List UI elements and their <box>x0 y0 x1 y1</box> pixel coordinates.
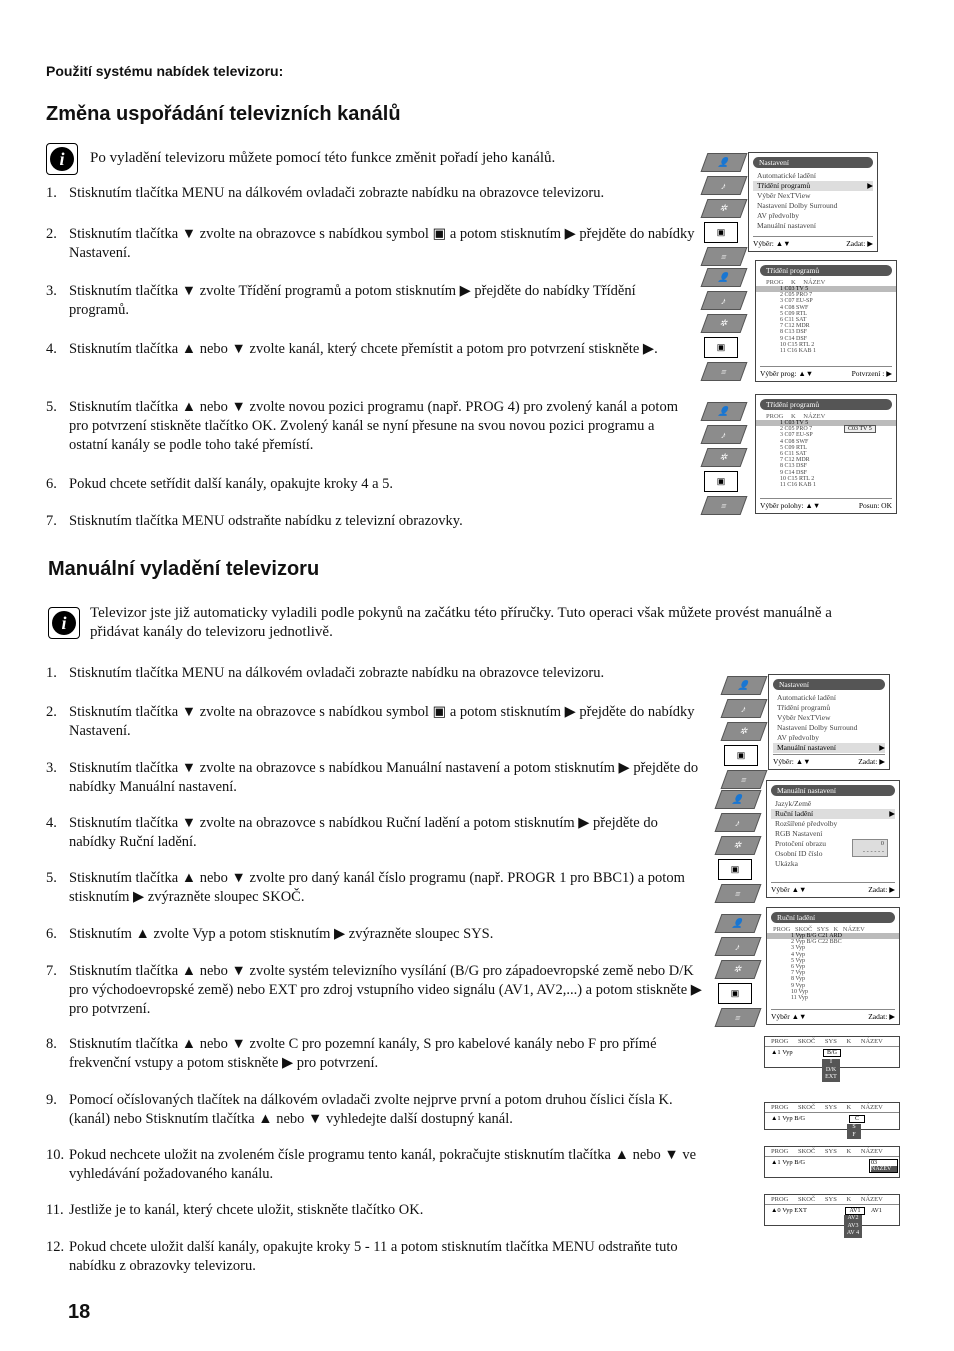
sound-icon: ♪ <box>701 176 748 195</box>
screen-manual <box>766 780 900 898</box>
step-text: Stisknutím tlačítka ▲ nebo ▼ zvolte C pro pozemní kanály, S pro kabelové kanály nebo F pro přímé frekvenční vstupy a potom stiskněte ▶ pro potvrzení. <box>69 1036 657 1071</box>
table-header: PROG SKOČ SYS K NÁZEV <box>765 1195 899 1205</box>
step-number: 4. <box>46 341 57 357</box>
name-value: AV1 <box>871 1208 882 1214</box>
dropdown-list <box>847 1124 861 1139</box>
features-icon: ✲ <box>701 199 748 218</box>
menu-sidebar <box>704 268 744 385</box>
step-item <box>46 814 706 852</box>
step-item <box>46 759 706 797</box>
screen-footer <box>773 754 885 766</box>
list-row: 11 Vyp <box>791 995 808 1002</box>
menu-item: RGB Nastavení <box>775 829 823 838</box>
step-text: Stisknutím tlačítka ▼ zvolte na obrazovce s nabídkou symbol ▣ a potom stisknutím ▶ přejděte do nabídky Nastavení. <box>69 704 695 739</box>
step-item <box>46 340 696 359</box>
step-number: 6. <box>46 476 57 492</box>
sound-icon: ♪ <box>715 937 762 956</box>
menu-item-selected <box>771 809 895 819</box>
teletext-icon: ≡ <box>701 247 748 266</box>
list-row: 5 C09 RTL <box>780 444 807 451</box>
screen-footer <box>760 498 892 510</box>
screen-footer <box>753 236 873 248</box>
step-text: Stisknutím tlačítka ▲ nebo ▼ zvolte novou pozici programu (např. PROG 4) pro zvolený kanál a potom pro potvrzení stiskněte tlačítko OK. Zvolený kanál se nyní přesune na svou novou pozici programu a ostatní kanály se podle toho také přemístí. <box>69 399 678 453</box>
step-number: 3. <box>46 283 57 299</box>
picture-icon: 👤 <box>715 914 762 933</box>
menu-sidebar <box>718 790 758 907</box>
list-row: 4 C08 SWF <box>780 438 809 445</box>
list-row: 8 Vyp <box>791 976 806 983</box>
step-number: 11. <box>46 1202 64 1218</box>
footer-left: Výběr ▲▼ <box>771 1012 807 1021</box>
selected-value: C <box>849 1115 865 1123</box>
menu-item: Nastavení Dolby Surround <box>757 201 838 210</box>
footer-right: Zadat: ▶ <box>858 757 885 766</box>
selected-value: AV1 <box>845 1207 865 1215</box>
step-item <box>46 703 706 741</box>
screen-trideni-move <box>755 394 897 514</box>
list-row: 3 Vyp <box>791 945 806 952</box>
step-number: 7. <box>46 963 57 979</box>
list-row: 6 Vyp <box>791 964 806 971</box>
arrow-right-icon: ▶ <box>889 809 895 818</box>
menu-item: Protočení obrazu <box>775 839 827 848</box>
menu-item-label: Manuální nastavení <box>777 743 836 752</box>
info-icon-2: i <box>48 607 80 639</box>
step-text: Stisknutím tlačítka ▲ nebo ▼ zvolte kanál, který chcete přemístit a potom pro potvrzení stiskněte ▶. <box>69 341 658 357</box>
table-row: ▲1 Vyp B/G <box>771 1115 806 1122</box>
teletext-icon: ≡ <box>701 362 748 381</box>
list-row: 4 C08 SWF <box>780 304 809 311</box>
list-row: 8 C13 DSF <box>780 329 808 336</box>
menu-item: Automatické ladění <box>777 693 836 702</box>
step-number: 2. <box>46 704 57 720</box>
list-row: 11 C16 KAB 1 <box>780 482 816 489</box>
picture-icon: 👤 <box>715 790 762 809</box>
table-header: PROG SKOČ SYS K NÁZEV <box>765 1037 899 1047</box>
step-number: 10. <box>46 1147 65 1163</box>
screen-title: Ruční ladění <box>771 912 895 923</box>
list-row: 3 C07 EU-SP <box>780 298 813 305</box>
list-row: 8 C13 DSF <box>780 463 808 470</box>
step-number: 4. <box>46 815 57 831</box>
table-header: PROG K NÁZEV <box>766 279 826 286</box>
section2-title: Manuální vyladění televizoru <box>48 558 320 580</box>
list-row: 7 C12 MDR <box>780 323 810 330</box>
list-row: 5 C09 RTL <box>780 310 807 317</box>
list-row: 9 C14 DSF <box>780 335 808 342</box>
footer-left: Výběr: ▲▼ <box>773 757 811 766</box>
list-row: 11 C16 KAB 1 <box>780 348 816 355</box>
tuning-row-channel <box>764 1146 900 1178</box>
screen-title: Třídění programů <box>760 399 892 410</box>
list-row: 6 C11 SAT <box>780 317 807 324</box>
table-header: PROG SKOČ SYS K NÁZEV <box>765 1147 899 1157</box>
screen-nastaveni-2 <box>768 674 890 770</box>
step-text: Pomocí očíslovaných tlačítek na dálkovém ovladači zvolte nejprve první a potom druhou číslici čísla K. (kanál) nebo Stisknutím tlačítka ▲ nebo ▼ vyhledejte další dostupný kanál. <box>69 1092 673 1127</box>
page-header: Použití systému nabídek televizoru: <box>46 63 284 79</box>
arrow-right-icon: ▶ <box>879 743 885 752</box>
footer-right: Zadat: ▶ <box>868 885 895 894</box>
menu-item-selected <box>773 743 885 753</box>
step-text: Stisknutím ▲ zvolte Vyp a potom stisknutím ▶ zvýrazněte sloupec SYS. <box>69 926 494 942</box>
tuning-row-ext <box>764 1194 900 1226</box>
menu-item: Rozšířené předvolby <box>775 819 838 828</box>
menu-item: Manuální nastavení <box>757 221 816 230</box>
menu-item: Třídění programů <box>777 703 831 712</box>
list-row: 6 C11 SAT <box>780 451 807 458</box>
sound-icon: ♪ <box>701 425 748 444</box>
footer-left: Výběr ▲▼ <box>771 885 807 894</box>
section2-intro: Televizor jste již automaticky vyladili podle pokynů na začátku této příručky. Tuto operaci však můžete provést manuálně a přidávat kanály do televizoru jednotlivě. <box>90 605 832 640</box>
step-item <box>46 225 696 263</box>
setup-icon: ▣ <box>724 745 758 766</box>
menu-sidebar <box>704 153 744 270</box>
list-row: 1 C03 TV 5 <box>756 420 896 426</box>
menu-item-label: Třídění programů <box>757 181 811 190</box>
step-item <box>46 475 696 494</box>
step-text: Pokud chcete setřídit další kanály, opakujte kroky 4 a 5. <box>69 476 394 492</box>
picture-icon: 👤 <box>701 268 748 287</box>
screen-footer <box>760 366 892 378</box>
step-text: Pokud nechcete uložit na zvoleném čísle programu tento kanál, pokračujte stisknutím tlačítka ▲ nebo ▼ ve vyhledávání požadovaného kanálu. <box>69 1147 697 1182</box>
picture-icon: 👤 <box>701 402 748 421</box>
screen-trideni <box>755 260 897 382</box>
step-text: Stisknutím tlačítka ▲ nebo ▼ zvolte systém televizního vysílání (B/G pro západoevropské země nebo D/K pro východoevropské země) nebo EXT pro zdroj vstupního video signálu (AV1, AV2,...) a potom stiskněte ▶ pro potvrzení. <box>69 963 702 1017</box>
table-row: ▲0 Vyp EXT <box>771 1207 807 1214</box>
section1-intro: Po vyladění televizoru můžete pomocí této funkce změnit pořadí jeho kanálů. <box>90 150 556 166</box>
list-row: 1 C03 TV 5 <box>756 286 896 292</box>
list-row: 2 C05 PRO 7 <box>780 426 813 433</box>
picture-icon: 👤 <box>721 676 768 695</box>
screen-title: Nastavení <box>773 679 885 690</box>
menu-item: Nastavení Dolby Surround <box>777 723 858 732</box>
step-text: Jestliže je to kanál, který chcete uložit, stiskněte tlačítko OK. <box>69 1202 424 1218</box>
list-row: 3 C07 EU-SP <box>780 432 813 439</box>
footer-right: Zadat: ▶ <box>846 239 873 248</box>
step-item <box>46 1238 706 1276</box>
sound-icon: ♪ <box>701 291 748 310</box>
screen-footer <box>771 882 895 894</box>
setup-icon: ▣ <box>704 222 738 243</box>
features-icon: ✲ <box>721 722 768 741</box>
dropdown-option: AV 4 <box>846 1230 860 1236</box>
footer-left: Výběr polohy: ▲▼ <box>760 501 821 510</box>
screen-title: Třídění programů <box>760 265 892 276</box>
table-row: ▲1 Vyp B/G <box>771 1159 806 1166</box>
features-icon: ✲ <box>715 960 762 979</box>
menu-item: Ukázka <box>775 859 798 868</box>
list-row: 10 C15 RTL 2 <box>780 341 815 348</box>
dropdown-option: D/K <box>825 1066 837 1073</box>
step-number: 6. <box>46 926 57 942</box>
tuning-row-k <box>764 1102 900 1130</box>
footer-left: Výběr prog: ▲▼ <box>760 369 814 378</box>
dropdown-option: AV2 <box>847 1215 859 1221</box>
menu-sidebar <box>704 402 744 519</box>
step-number: 8. <box>46 1036 57 1052</box>
menu-item-selected <box>753 181 873 191</box>
screen-title: Nastavení <box>753 157 873 168</box>
tuning-list <box>767 933 899 1001</box>
menu-item: Výběr NexTView <box>757 191 811 200</box>
step-item <box>46 282 696 320</box>
footer-right: Potvrzení : ▶ <box>851 369 892 378</box>
sound-icon: ♪ <box>721 699 768 718</box>
list-row: 7 Vyp <box>791 970 806 977</box>
step-item <box>46 1201 706 1220</box>
footer-left: Výběr: ▲▼ <box>753 239 791 248</box>
step-number: 1. <box>46 185 57 201</box>
page-number: 18 <box>68 1301 91 1323</box>
teletext-icon: ≡ <box>701 496 748 515</box>
dropdown-option: F <box>852 1131 856 1138</box>
teletext-icon: ≡ <box>715 884 762 903</box>
screen-rucni <box>766 907 900 1025</box>
list-row: 9 Vyp <box>791 982 806 989</box>
menu-item: AV předvolby <box>777 733 820 742</box>
menu-item: Osobní ID číslo <box>775 849 823 858</box>
footer-right: Posun: OK <box>858 501 892 510</box>
table-header: PROG SKOČ SYS K NÁZEV <box>773 926 865 933</box>
arrow-right-icon: ▶ <box>867 181 873 190</box>
list-row: 5 Vyp <box>791 957 806 964</box>
menu-item: Jazyk/Země <box>775 799 812 808</box>
step-number: 12. <box>46 1239 65 1255</box>
list-row: 1 Vyp B/G C21 ARD <box>767 933 899 939</box>
moved-channel: C03 TV 5 <box>844 425 876 433</box>
list-row: 7 C12 MDR <box>780 457 810 464</box>
list-row: 2 C05 PRO 7 <box>780 292 813 299</box>
setup-icon: ▣ <box>718 983 752 1004</box>
step-number: 7. <box>46 513 57 529</box>
table-row: ▲1 Vyp <box>771 1049 793 1056</box>
channel-number: 03 <box>871 1160 877 1166</box>
dropdown-list <box>822 1059 840 1082</box>
step-text: Stisknutím tlačítka ▼ zvolte Třídění programů a potom stisknutím ▶ přejděte do nabídky Třídění programů. <box>69 283 636 318</box>
step-item <box>46 925 706 944</box>
step-number: 2. <box>46 226 57 242</box>
list-row: 9 C14 DSF <box>780 469 808 476</box>
list-row: 10 Vyp <box>791 988 809 995</box>
step-text: Pokud chcete uložit další kanály, opakujte kroky 5 - 11 a potom stisknutím tlačítka MENU odstraňte tuto nabídku z obrazovky televizoru. <box>69 1239 678 1274</box>
step-item <box>46 1146 706 1184</box>
table-header: PROG K NÁZEV <box>766 413 826 420</box>
step-number: 1. <box>46 665 57 681</box>
step-item <box>46 512 696 531</box>
section1-title: Změna uspořádání televizních kanálů <box>46 103 401 125</box>
setup-icon: ▣ <box>704 337 738 358</box>
selected-value <box>869 1159 898 1173</box>
menu-item: Výběr NexTView <box>777 713 831 722</box>
step-number: 5. <box>46 870 57 886</box>
step-item <box>46 664 706 683</box>
picture-icon: 👤 <box>701 153 748 172</box>
step-text: Stisknutím tlačítka MENU odstraňte nabídku z televizní obrazovky. <box>69 513 463 529</box>
step-text: Stisknutím tlačítka MENU na dálkovém ovladači zobrazte nabídku na obrazovce televizoru. <box>69 665 605 681</box>
teletext-icon: ≡ <box>715 1008 762 1027</box>
setup-icon: ▣ <box>718 859 752 880</box>
step-item <box>46 962 706 1019</box>
teletext-icon: ≡ <box>721 770 768 789</box>
menu-item: Automatické ladění <box>757 171 816 180</box>
step-text: Stisknutím tlačítka ▼ zvolte na obrazovce s nabídkou Ruční ladění a potom stisknutím ▶ přejděte do nabídky Ruční ladění. <box>69 815 658 850</box>
dropdown-option: I <box>830 1059 832 1065</box>
value-1: 0 <box>880 840 884 847</box>
step-text: Stisknutím tlačítka ▲ nebo ▼ zvolte pro daný kanál číslo programu (např. PROGR 1 pro BBC1) a potom stisknutím ▶ zvýrazněte sloupec SKOČ. <box>69 870 685 905</box>
step-text: Stisknutím tlačítka ▼ zvolte na obrazovce s nabídkou symbol ▣ a potom stisknutím ▶ přejděte do nabídky Nastavení. <box>69 226 695 261</box>
screen-footer <box>771 1009 895 1021</box>
menu-item: AV předvolby <box>757 211 800 220</box>
dropdown-option: EXT <box>825 1074 837 1080</box>
value-box <box>852 839 888 857</box>
dropdown-option: S <box>852 1124 856 1130</box>
step-number: 9. <box>46 1092 57 1108</box>
menu-sidebar <box>718 914 758 1031</box>
footer-right: Zadat: ▶ <box>868 1012 895 1021</box>
name-field: NAZEV <box>871 1166 897 1172</box>
list-row: 4 Vyp <box>791 951 806 958</box>
list-row: 2 Vyp B/G C22 BBC <box>791 939 842 946</box>
step-number: 3. <box>46 760 57 776</box>
step-number: 5. <box>46 399 57 415</box>
menu-sidebar <box>724 676 764 793</box>
menu-item-label: Ruční ladění <box>775 809 814 818</box>
info-icon: i <box>46 143 78 175</box>
step-item <box>46 398 696 455</box>
step-text: Stisknutím tlačítka MENU na dálkovém ovladači zobrazte nabídku na obrazovce televizoru. <box>69 185 605 201</box>
selected-value: B/G <box>823 1049 841 1057</box>
program-list <box>756 286 896 354</box>
features-icon: ✲ <box>701 314 748 333</box>
list-row: 10 C15 RTL 2 <box>780 475 815 482</box>
step-item <box>46 1035 706 1073</box>
setup-icon: ▣ <box>704 471 738 492</box>
table-header: PROG SKOČ SYS K NÁZEV <box>765 1103 899 1113</box>
step-item <box>46 1091 706 1129</box>
dropdown-option: AV3 <box>847 1222 859 1229</box>
features-icon: ✲ <box>715 836 762 855</box>
step-item <box>46 869 706 907</box>
value-2: - - - - - - <box>862 848 884 855</box>
step-item <box>46 184 696 203</box>
screen-nastaveni-1 <box>748 152 878 252</box>
dropdown-list <box>844 1215 862 1238</box>
step-text: Stisknutím tlačítka ▼ zvolte na obrazovce s nabídkou Manuální nastavení a potom stisknutím ▶ přejděte do nabídky Manuální nastavení. <box>69 760 699 795</box>
screen-title: Manuální nastavení <box>771 785 895 796</box>
features-icon: ✲ <box>701 448 748 467</box>
sound-icon: ♪ <box>715 813 762 832</box>
